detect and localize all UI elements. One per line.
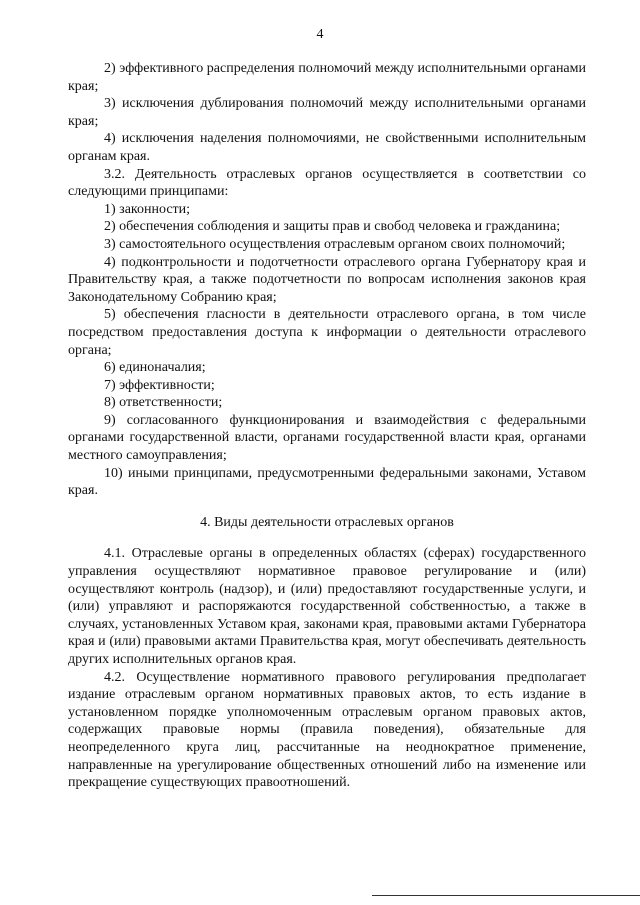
paragraph: 4) исключения наделения полномочиями, не свойственными исполнительным органам края.	[68, 131, 586, 164]
paragraph: 6) единоначалия;	[104, 360, 206, 376]
paragraph: 4.2. Осуществление нормативного правового регулирования предполагает издание отраслевым органом нормативных правовых актов, то есть издание в установленном порядке уполномоченным отраслевым органом правовых актов, содержащих правовые нормы (правила поведения), обязательные для неопределенного круга лиц, рассчитанные на неоднократное применение, направленные на урегулирование общественных отношений либо на изменение или прекращение существующих правоотношений.	[68, 669, 586, 791]
paragraph: 3) исключения дублирования полномочий между исполнительными органами края;	[68, 96, 586, 129]
paragraph: 7) эффективности;	[104, 377, 215, 393]
page-number: 4	[316, 27, 324, 42]
document-body	[68, 60, 586, 792]
paragraph: 3.2. Деятельность отраслевых органов осуществляется в соответствии со следующими принципами:	[68, 166, 586, 200]
footer-rule	[372, 895, 640, 896]
paragraph: 1) законности;	[104, 201, 191, 217]
paragraph: 2) обеспечения соблюдения и защиты прав и свобод человека и гражданина;	[104, 219, 561, 235]
paragraph: 8) ответственности;	[104, 395, 223, 411]
paragraph: 4.1. Отраслевые органы в определенных областях (сферах) государственного управления осуществляют нормативное правовое регулирование и (или) осуществляют контроль (надзор), и (или) предоставляют государственные услуги, и (или) управляют и распоряжаются государственной собственностью, а также в случаях, установленных Уставом края, законами края, правовыми актами Губернатора края и (или) правовыми актами Правительства края, могут обеспечивать деятельность других исполнительных органов края.	[68, 546, 586, 667]
paragraph: 3) самостоятельного осуществления отраслевым органом своих полномочий;	[104, 236, 566, 252]
paragraph: 5) обеспечения гласности в деятельности отраслевого органа, в том числе посредством предоставления доступа к информации о деятельности отраслевого органа;	[68, 307, 586, 358]
paragraph: 10) иными принципами, предусмотренными федеральными законами, Уставом края.	[68, 465, 586, 499]
section-heading: 4. Виды деятельности отраслевых органов	[200, 514, 454, 530]
paragraph: 2) эффективного распределения полномочий между исполнительными органами края;	[68, 61, 586, 94]
paragraph: 4) подконтрольности и подотчетности отраслевого органа Губернатору края и Правительству края, а также подотчетности по вопросам исполнения законов края Законодательному Собранию края;	[68, 254, 586, 305]
paragraph: 9) согласованного функционирования и взаимодействия с федеральными органами государственной власти, органами государственной власти края, органами местного самоуправления;	[68, 412, 586, 464]
